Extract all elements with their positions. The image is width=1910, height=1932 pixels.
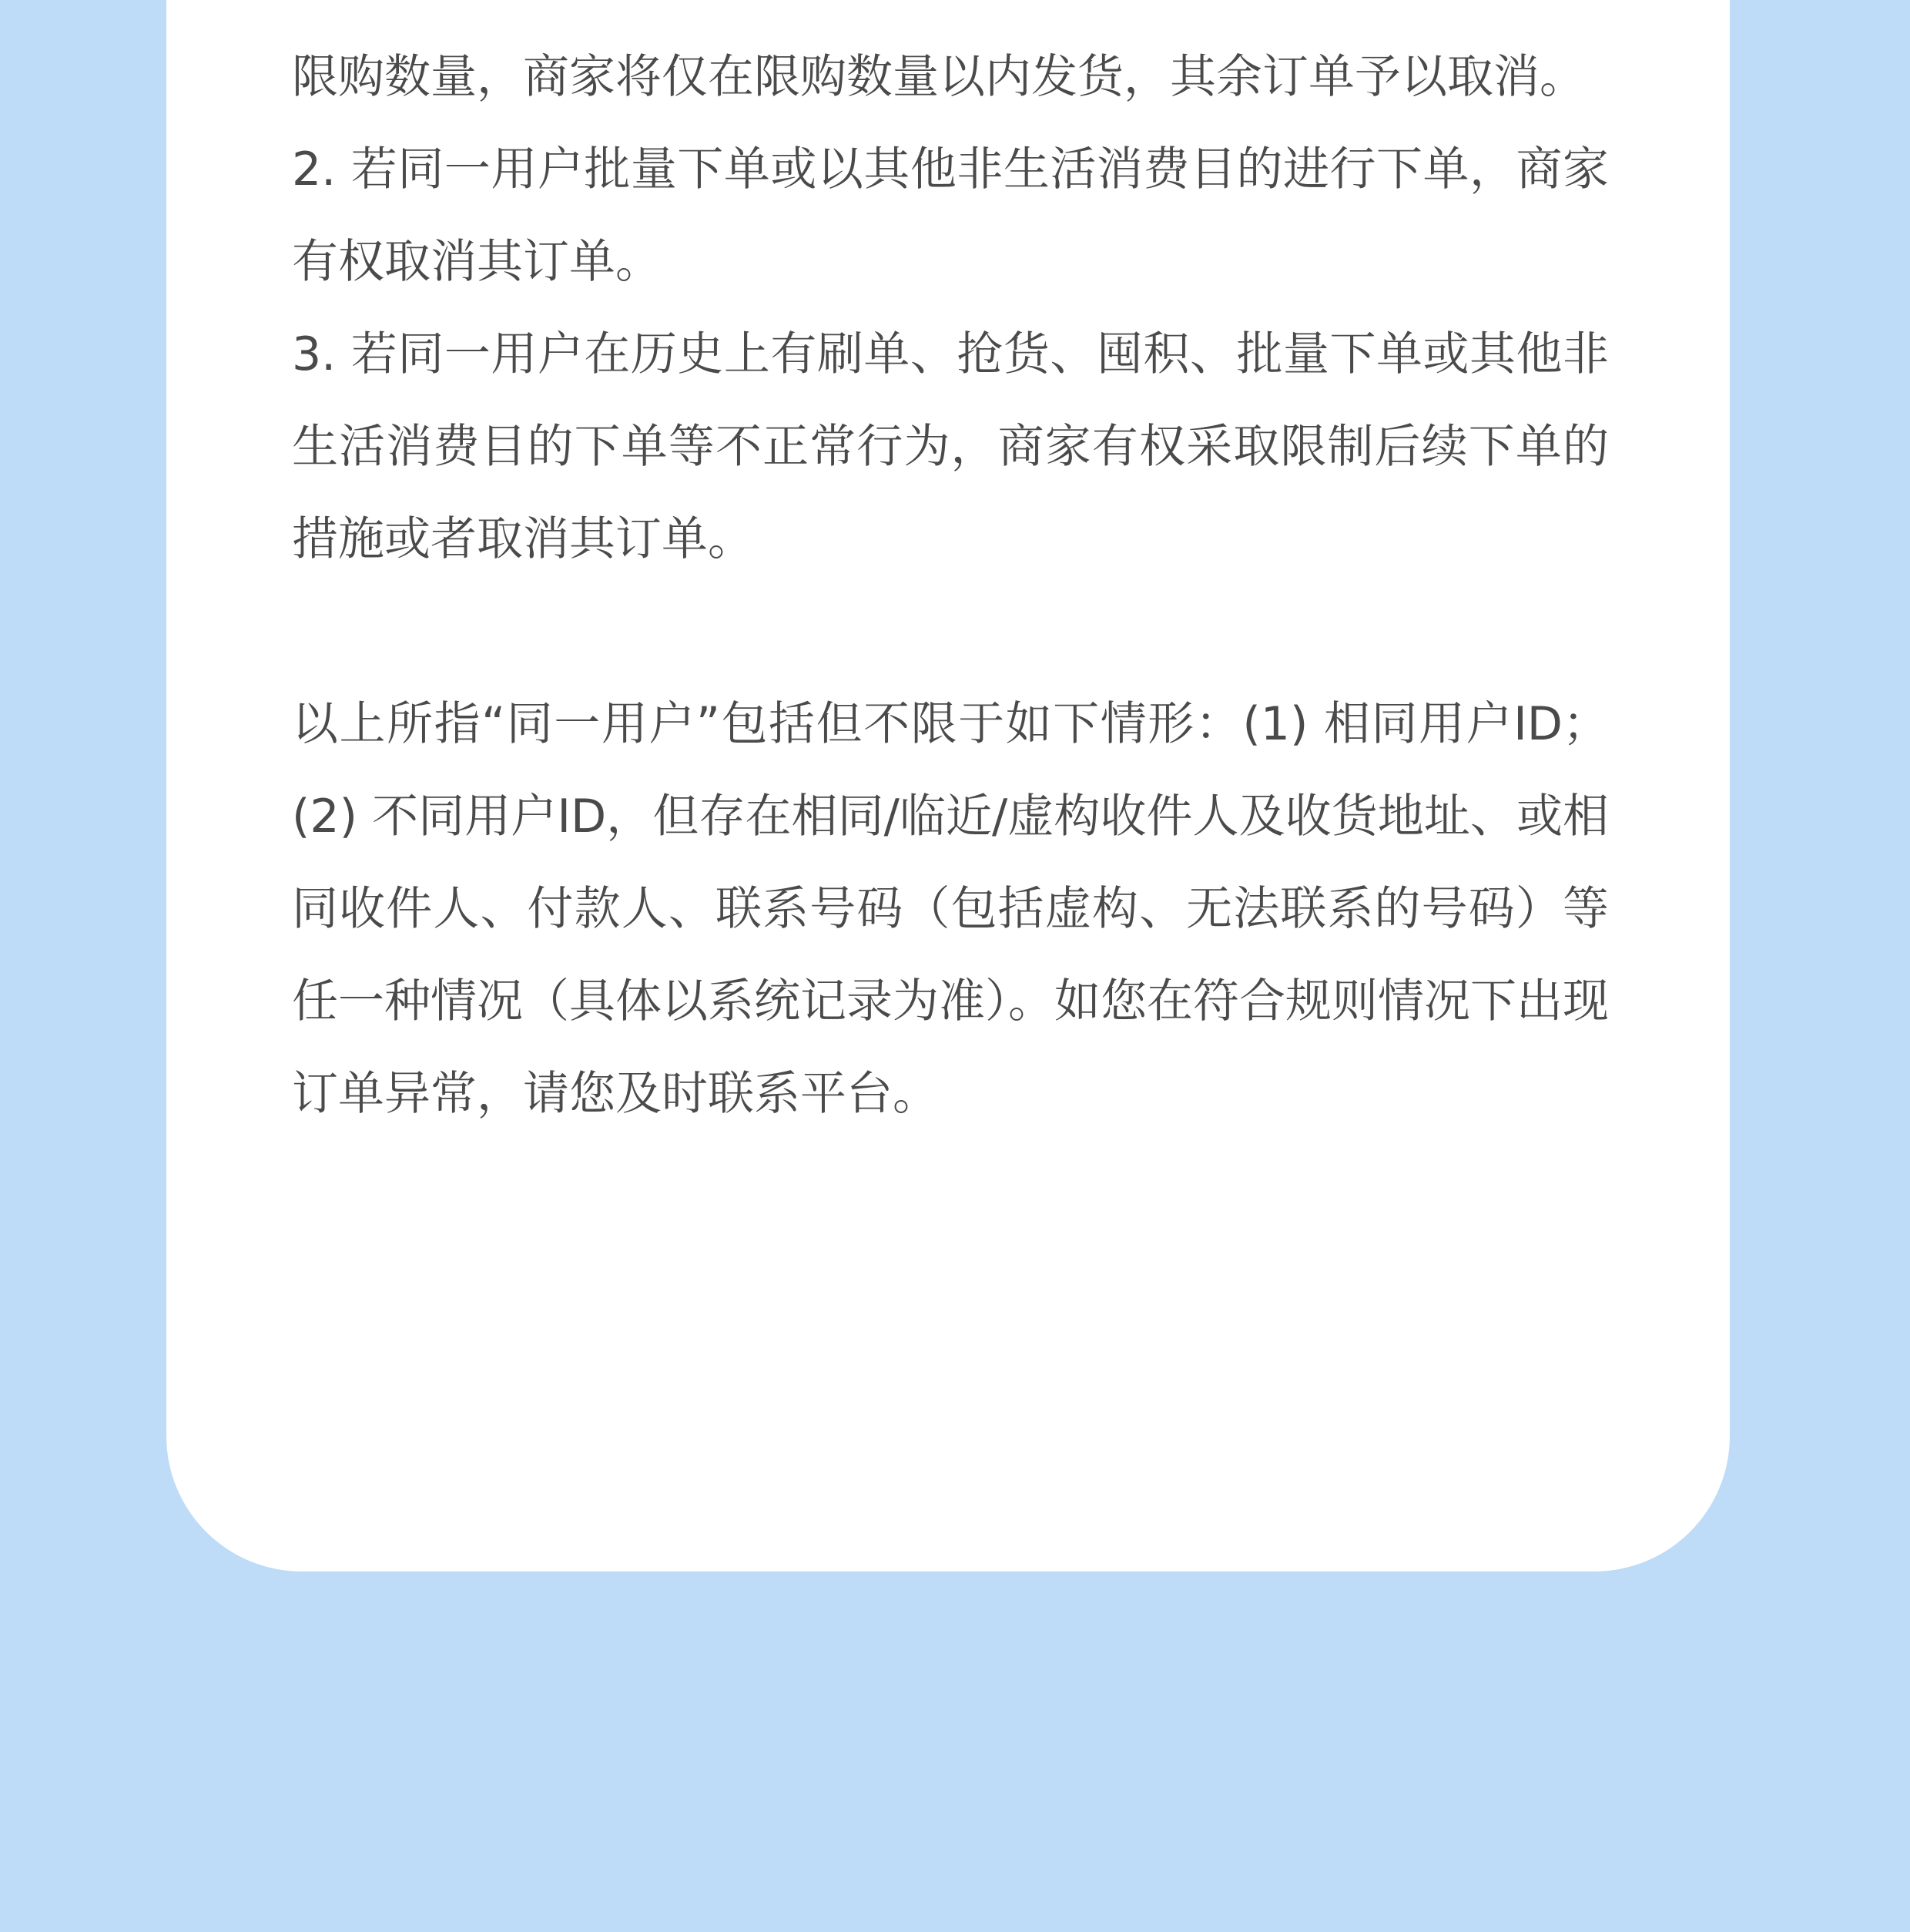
paragraph-gap [292,585,1609,678]
item3: 3. 若同一用户在历史上有刷单、抢货、囤积、批量下单或其他非生活消费目的下单等不正常行为，商家有权采取限制后续下单的措施或者取消其订单。 [292,327,1609,566]
item1-continued: 限购数量，商家将仅在限购数量以内发货，其余订单予以取消。 [292,50,1586,104]
item2: 2. 若同一用户批量下单或以其他非生活消费目的进行下单，商家有权取消其订单。 [292,143,1609,289]
same-user-definition: 以上所指“同一用户”包括但不限于如下情形：(1) 相同用户ID；(2) 不同用户ID，但存在相同/临近/虚构收件人及收货地址、或相同收件人、付款人、联系号码（包括虚构、无法联系的号码）等任一种情况（具体以系统记录为准）。如您在符合规则情况下出现订单异常，请您及时联系平台。 [292,697,1609,1121]
rules-text [292,31,1609,1140]
item1-first-line [292,0,1609,14]
